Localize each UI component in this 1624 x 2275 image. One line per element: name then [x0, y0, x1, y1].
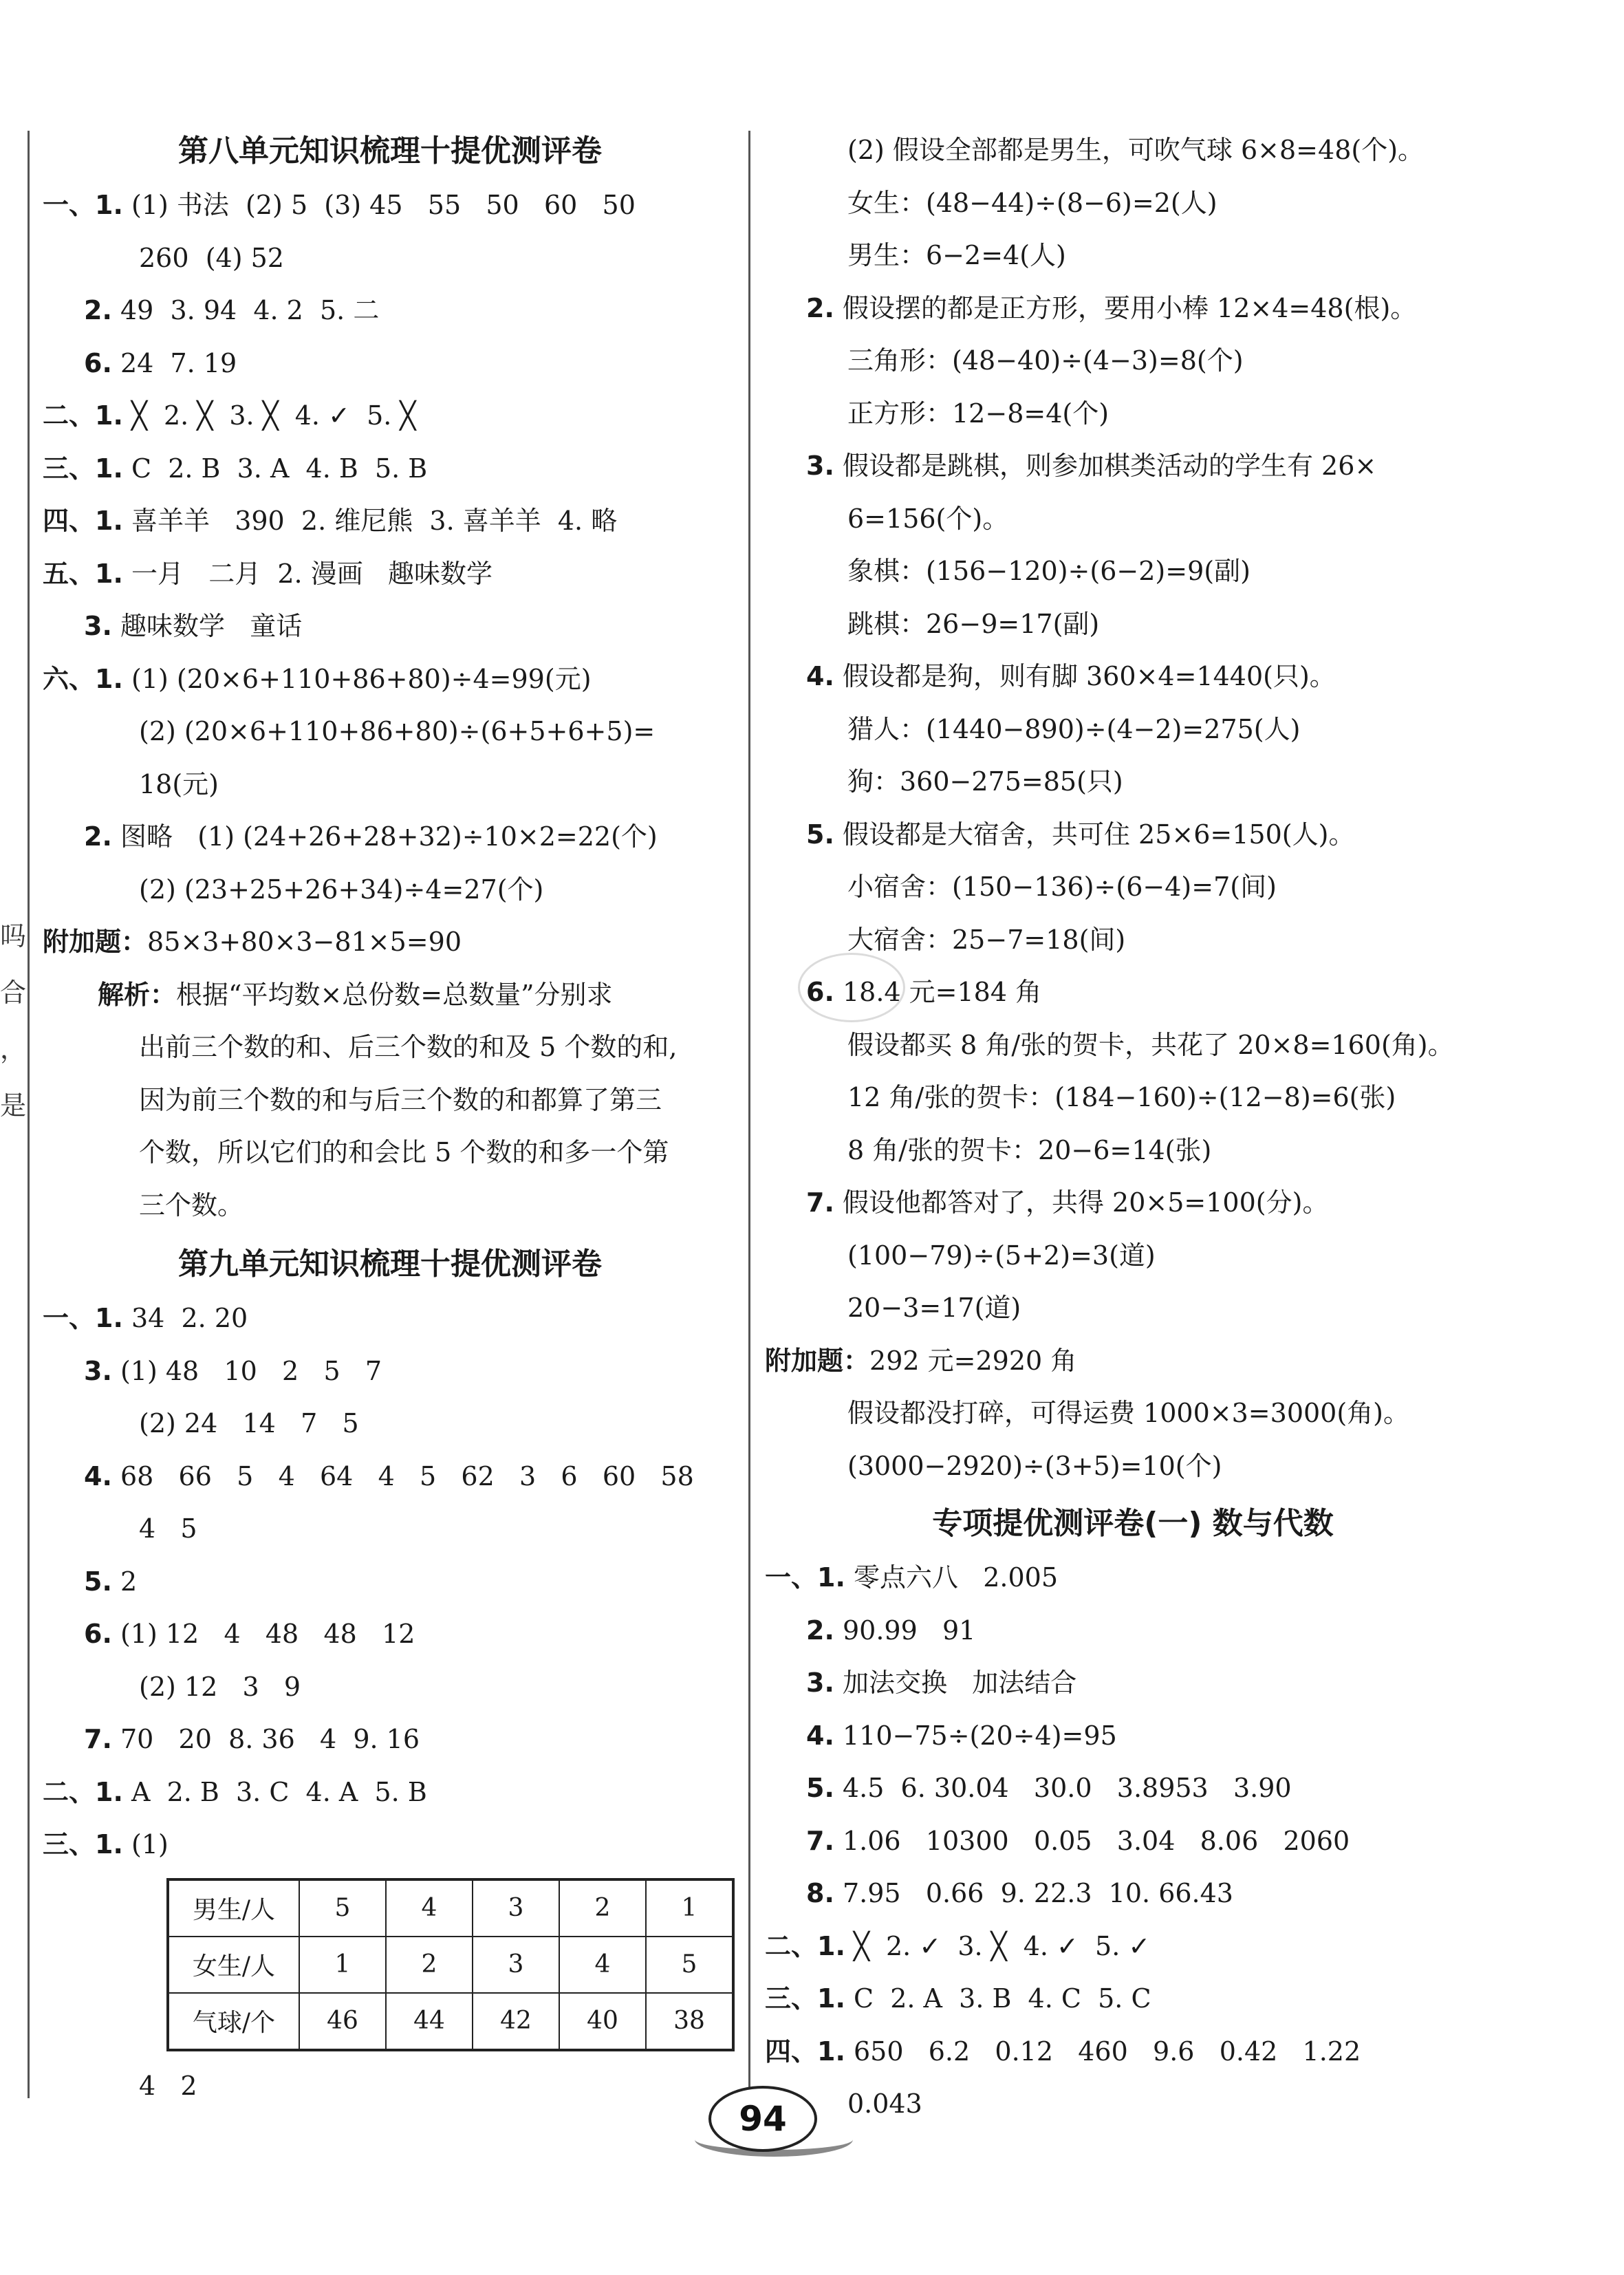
answer-line: [765, 1972, 1501, 2025]
column-divider: [748, 131, 750, 2098]
answer-line: [765, 1019, 1501, 1072]
question-number: 四、1.: [765, 2036, 845, 2067]
answer-line: [765, 1071, 1501, 1124]
answer-text: 狗：360−275=85(只): [847, 766, 1123, 797]
edge-char: 是: [0, 1090, 27, 1121]
answer-text: (1) 12 4 48 48 12: [111, 1619, 415, 1649]
special-test-answers: [765, 1551, 1501, 2131]
question-number: 二、1.: [43, 400, 123, 431]
question-number: 五、1.: [43, 558, 123, 589]
answer-line: [765, 1282, 1501, 1335]
answer-text: 小宿舍：(150−136)÷(6−4)=7(间): [847, 872, 1277, 902]
answer-line: [43, 863, 737, 916]
answer-text: 三角形：(48−40)÷(4−3)=8(个): [847, 345, 1244, 376]
edge-char: 合: [0, 978, 27, 1008]
question-number: 8.: [806, 1878, 834, 1908]
answer-text: 12 角/张的贺卡：(184−160)÷(12−8)=6(张): [847, 1082, 1396, 1112]
answer-text: (2) (23+25+26+34)÷4=27(个): [139, 874, 544, 905]
table-cell: 2: [386, 1937, 473, 1993]
answer-line: [765, 440, 1501, 493]
answer-line: [765, 1387, 1501, 1440]
right-column: [765, 124, 1501, 2131]
answer-line: [765, 861, 1501, 914]
answer-text: 4.5 6. 30.04 30.0 3.8953 3.90: [834, 1773, 1292, 1803]
answer-line: [43, 389, 737, 442]
question-number: 5.: [84, 1566, 112, 1597]
answer-line: [765, 703, 1501, 756]
answer-line: [43, 284, 737, 337]
answer-text: 根据“平均数×总份数=总数量”分别求: [176, 979, 613, 1010]
answer-line: [765, 387, 1501, 440]
answer-line: [765, 1815, 1501, 1868]
question-number: 2.: [806, 1615, 834, 1646]
question-number: 7.: [806, 1187, 834, 1218]
answer-line: [765, 124, 1501, 177]
answer-text: 一月 二月 2. 漫画 趣味数学: [122, 558, 492, 589]
section-9-answers: [43, 1292, 737, 1871]
answer-line: [43, 1179, 737, 1232]
answer-line: [765, 598, 1501, 651]
table-row: [168, 1993, 733, 2050]
question-number: 6.: [84, 1619, 112, 1649]
answer-line: [43, 1555, 737, 1608]
left-column: [43, 124, 737, 2112]
table-cell: 46: [299, 1993, 386, 2050]
answer-text: 女生：(48−44)÷(8−6)=2(人): [847, 187, 1217, 218]
edge-char: 吗: [0, 921, 27, 951]
question-number: 3.: [806, 451, 834, 481]
section-9-title: 第九单元知识梳理十提优测评卷: [178, 1247, 602, 1282]
question-number: 二、1.: [765, 1930, 845, 1961]
answer-line: [765, 1920, 1501, 1973]
answer-text: (100−79)÷(5+2)=3(道): [847, 1240, 1156, 1271]
answer-text: C 2. B 3. A 4. B 5. B: [122, 453, 428, 484]
answer-line: [765, 1604, 1501, 1657]
table-cell: 4: [559, 1937, 646, 1993]
answer-line: [43, 1608, 737, 1661]
answer-line: [43, 705, 737, 758]
table-cell: 40: [559, 1993, 646, 2050]
question-number: 一、1.: [43, 1303, 123, 1333]
question-number: 6.: [84, 347, 112, 378]
answer-text: (1) (20×6+110+86+80)÷4=99(元): [122, 663, 592, 694]
edge-char: ，: [0, 1034, 27, 1064]
answer-line: [765, 1335, 1501, 1388]
question-number: 5.: [806, 1773, 834, 1803]
question-number: 解析：: [98, 979, 177, 1010]
answer-text: 90.99 91: [834, 1615, 976, 1646]
question-number: 2.: [84, 821, 112, 852]
answer-line: [765, 1762, 1501, 1815]
answer-line: [765, 1124, 1501, 1177]
answer-line: [765, 1551, 1501, 1604]
answer-text: (2) 24 14 7 5: [139, 1408, 359, 1438]
answer-text: 图略 (1) (24+26+28+32)÷10×2=22(个): [111, 821, 658, 852]
question-number: 6.: [806, 977, 834, 1007]
table-cell: 1: [646, 1879, 733, 1937]
answer-text: 0.043: [847, 2089, 922, 2119]
page-number: 94: [708, 2086, 817, 2152]
question-number: 四、1.: [43, 506, 123, 536]
answer-text: 292 元=2920 角: [869, 1345, 1077, 1376]
question-number: 4.: [84, 1460, 112, 1491]
question-number: 一、1.: [765, 1562, 845, 1593]
question-number: 二、1.: [43, 1776, 123, 1807]
answer-line: [43, 1766, 737, 1819]
answer-text: 2: [111, 1566, 138, 1597]
table-cell: 42: [473, 1993, 559, 2050]
table-cell: 3: [473, 1879, 559, 1937]
answer-text: 49 3. 94 4. 2 5. 二: [111, 295, 380, 325]
answer-text: 260 (4) 52: [139, 242, 284, 273]
answer-line: [765, 2078, 1501, 2131]
answer-line: [765, 2025, 1501, 2078]
question-number: 六、1.: [43, 663, 123, 694]
table-row: [168, 1879, 733, 1937]
boys-girls-balloons-table: [166, 1878, 735, 2051]
answer-text: 因为前三个数的和与后三个数的和都算了第三: [139, 1084, 662, 1115]
question-number: 7.: [84, 1724, 112, 1754]
question-number: 2.: [806, 292, 834, 323]
answer-text: 8 角/张的贺卡：20−6=14(张): [847, 1134, 1212, 1165]
answer-text: (1) 48 10 2 5 7: [111, 1355, 382, 1386]
answer-line: [43, 600, 737, 653]
answer-line: [43, 916, 737, 969]
table-cell: 1: [299, 1937, 386, 1993]
answer-text: (2) 12 3 9: [139, 1671, 301, 1702]
answer-line: [43, 179, 737, 232]
answer-text: 大宿舍：25−7=18(间): [847, 924, 1126, 955]
answer-line: [765, 755, 1501, 808]
answer-line: [765, 1440, 1501, 1493]
left-margin-rule: [28, 131, 30, 2098]
answer-text: 假设都是狗，则有脚 360×4=1440(只)。: [834, 661, 1336, 691]
answer-text: 猎人：(1440−890)÷(4−2)=275(人): [847, 713, 1301, 744]
answer-text: 18.4 元=184 角: [834, 977, 1042, 1007]
answer-line: [43, 810, 737, 863]
answer-text: 18(元): [139, 768, 219, 799]
table-cell: 44: [386, 1993, 473, 2050]
table-cell: 5: [299, 1879, 386, 1937]
answer-text: 假设都是大宿舍，共可住 25×6=150(人)。: [834, 819, 1355, 850]
answer-text: 7.95 0.66 9. 22.3 10. 66.43: [834, 1878, 1233, 1908]
answer-line: [765, 1176, 1501, 1229]
section-8-answers: [43, 179, 737, 1231]
edge-text: [0, 908, 27, 1134]
answer-line: [43, 1450, 737, 1503]
answer-line: [765, 1229, 1501, 1282]
question-number: 3.: [806, 1668, 834, 1698]
answer-text: 24 7. 19: [111, 347, 237, 378]
answer-line: [765, 1867, 1501, 1920]
answer-text: (1) 书法 (2) 5 (3) 45 55 50 60 50: [122, 190, 636, 220]
question-number: 三、1.: [43, 1829, 123, 1859]
answer-line: [43, 1713, 737, 1766]
answer-line: [765, 334, 1501, 387]
answer-line: [43, 1292, 737, 1345]
answer-text: 假设都没打碎，可得运费 1000×3=3000(角)。: [847, 1398, 1410, 1428]
answer-text: 零点六八 2.005: [845, 1562, 1058, 1593]
question-number: 三、1.: [43, 453, 123, 484]
table-row: [168, 1937, 733, 1993]
faded-stamp: [798, 953, 905, 1022]
answer-line: 4 2: [139, 2070, 197, 2101]
answer-line: [43, 1021, 737, 1074]
answer-line: [43, 1074, 737, 1127]
answer-line: [43, 1818, 737, 1871]
answer-text: 68 66 5 4 64 4 5 62 3 6 60 58: [111, 1460, 694, 1491]
answer-line: [43, 232, 737, 285]
answer-text: 正方形：12−8=4(个): [847, 398, 1109, 429]
answer-line: [43, 1502, 737, 1555]
answer-line: [43, 758, 737, 811]
answer-text: 110−75÷(20÷4)=95: [834, 1720, 1117, 1751]
question-number: 一、1.: [43, 190, 123, 220]
answer-text: (3000−2920)÷(3+5)=10(个): [847, 1450, 1222, 1481]
answer-text: 加法交换 加法结合: [834, 1668, 1077, 1698]
answer-text: (2) 假设全部都是男生，可吹气球 6×8=48(个)。: [847, 135, 1425, 165]
question-number: 三、1.: [765, 1983, 845, 2014]
answer-line: [43, 337, 737, 390]
answer-text: 象棋：(156−120)÷(6−2)=9(副): [847, 556, 1251, 586]
answer-line: [765, 1657, 1501, 1710]
answer-text: 34 2. 20: [122, 1303, 248, 1333]
answer-text: 假设他都答对了，共得 20×5=100(分)。: [834, 1187, 1329, 1218]
answer-line: [765, 1710, 1501, 1762]
answer-text: 1.06 10300 0.05 3.04 8.06 2060: [834, 1825, 1350, 1856]
answer-line: [765, 177, 1501, 230]
section-8-title: 第八单元知识梳理十提优测评卷: [178, 133, 602, 169]
answer-line: [765, 282, 1501, 335]
answer-text: (1): [122, 1829, 169, 1859]
answer-text: A 2. B 3. C 4. A 5. B: [122, 1776, 427, 1807]
answer-text: 跳棋：26−9=17(副): [847, 608, 1100, 639]
section-9-answers-continued: [765, 124, 1501, 1492]
answer-text: 6=156(个)。: [847, 503, 1009, 534]
answer-text: 85×3+80×3−81×5=90: [147, 927, 462, 957]
answer-line: [43, 495, 737, 548]
answer-text: 70 20 8. 36 4 9. 16: [111, 1724, 420, 1754]
answer-text: 650 6.2 0.12 460 9.6 0.42 1.22: [845, 2036, 1361, 2067]
answer-line: [765, 493, 1501, 546]
answer-text: 20−3=17(道): [847, 1293, 1021, 1323]
answer-text: (2) (20×6+110+86+80)÷(6+5+6+5)=: [139, 716, 656, 746]
answer-text: C 2. A 3. B 4. C 5. C: [845, 1983, 1151, 2014]
row-header: 气球/个: [168, 1993, 299, 2050]
answer-text: 个数，所以它们的和会比 5 个数的和多一个第: [139, 1137, 669, 1167]
table-cell: 3: [473, 1937, 559, 1993]
answer-text: ╳ 2. ╳ 3. ╳ 4. ✓ 5. ╳: [122, 400, 416, 431]
answer-text: 男生：6−2=4(人): [847, 240, 1066, 270]
table-cell: 2: [559, 1879, 646, 1937]
table-cell: 38: [646, 1993, 733, 2050]
answer-text: 假设摆的都是正方形，要用小棒 12×4=48(根)。: [834, 292, 1417, 323]
answer-line: [765, 650, 1501, 703]
answer-line: [765, 808, 1501, 861]
answer-line: [43, 548, 737, 601]
answer-line: [43, 1345, 737, 1398]
question-number: 4.: [806, 1720, 834, 1751]
answer-line: [43, 1661, 737, 1714]
answer-line: [43, 969, 737, 1022]
row-header: 男生/人: [168, 1879, 299, 1937]
answer-line: [43, 1397, 737, 1450]
answer-line: [765, 229, 1501, 282]
special-test-title: 专项提优测评卷(一) 数与代数: [932, 1506, 1334, 1541]
answer-line: [43, 1126, 737, 1179]
answer-text: 出前三个数的和、后三个数的和及 5 个数的和,: [139, 1032, 678, 1062]
answer-line: [765, 545, 1501, 598]
question-number: 3.: [84, 1355, 112, 1386]
question-number: 5.: [806, 819, 834, 850]
question-number: 4.: [806, 661, 834, 691]
question-number: 2.: [84, 295, 112, 325]
table-cell: 4: [386, 1879, 473, 1937]
answer-text: 趣味数学 童话: [111, 611, 303, 641]
answer-text: 假设都是跳棋，则参加棋类活动的学生有 26×: [834, 451, 1377, 481]
answer-text: 4 5: [139, 1513, 197, 1544]
table-cell: 5: [646, 1937, 733, 1993]
question-number: 附加题：: [43, 927, 148, 957]
answer-text: 三个数。: [139, 1189, 244, 1220]
answer-text: ╳ 2. ✓ 3. ╳ 4. ✓ 5. ✓: [845, 1930, 1151, 1961]
question-number: 附加题：: [765, 1345, 870, 1376]
answer-text: 假设都买 8 角/张的贺卡，共花了 20×8=160(角)。: [847, 1029, 1454, 1060]
question-number: 7.: [806, 1825, 834, 1856]
answer-text: 喜羊羊 390 2. 维尼熊 3. 喜羊羊 4. 略: [122, 506, 618, 536]
answer-line: [43, 442, 737, 495]
row-header: 女生/人: [168, 1937, 299, 1993]
answer-line: [43, 653, 737, 706]
question-number: 3.: [84, 611, 112, 641]
